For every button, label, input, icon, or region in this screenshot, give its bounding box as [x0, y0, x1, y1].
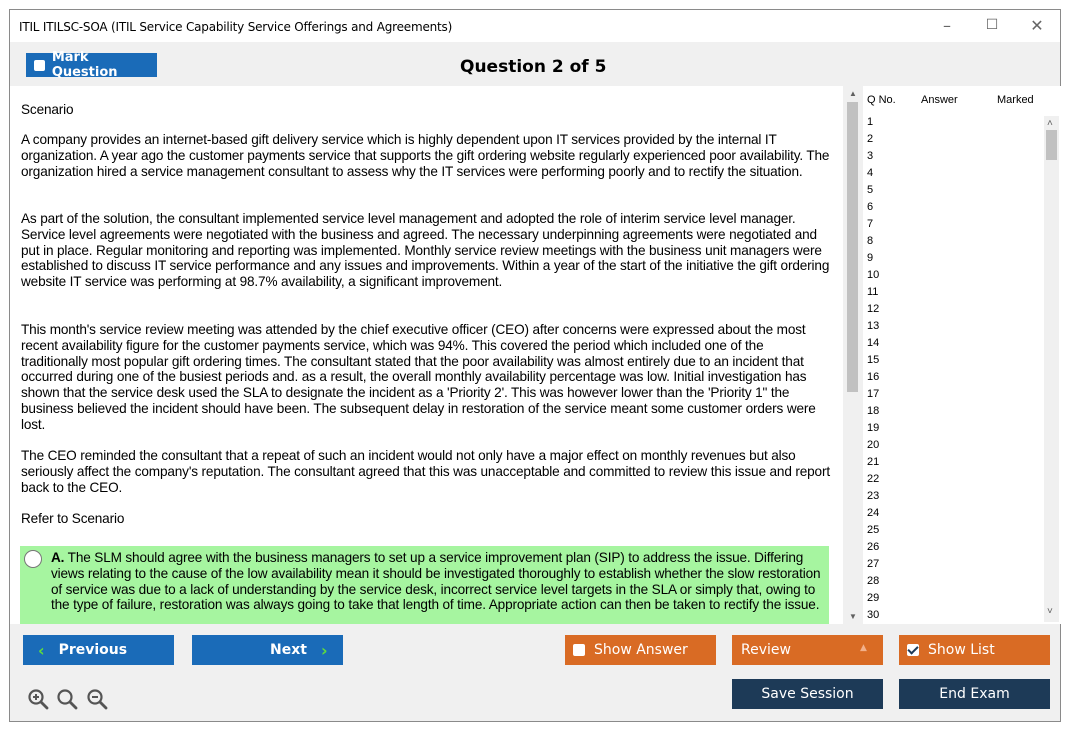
- answer-a-radio[interactable]: [24, 550, 42, 568]
- zoom-out-icon[interactable]: [86, 688, 108, 710]
- question-header: [10, 42, 1060, 86]
- next-label: Next: [270, 642, 307, 658]
- checkbox-icon: [34, 60, 45, 71]
- show-list-checkbox[interactable]: [907, 644, 919, 656]
- refer-text: Refer to Scenario: [21, 511, 125, 526]
- qlist-row[interactable]: 14: [867, 337, 880, 349]
- end-exam-label: End Exam: [939, 686, 1010, 702]
- content-scrollbar[interactable]: [845, 86, 860, 624]
- previous-button[interactable]: [23, 635, 174, 665]
- zoom-in-icon[interactable]: [27, 688, 49, 710]
- qlist-header-qno: Q No.: [867, 94, 896, 106]
- answer-option-a[interactable]: [20, 546, 829, 624]
- qlist-row[interactable]: 22: [867, 473, 880, 485]
- qlist-row[interactable]: 16: [867, 371, 880, 383]
- dropdown-arrow-icon: ▲: [860, 643, 867, 653]
- show-answer-button[interactable]: [565, 635, 716, 665]
- save-session-button[interactable]: [732, 679, 883, 709]
- scenario-paragraph-2: As part of the solution, the consultant implemented service level management and adopted the role of interim service level manager. Service level agreements were negotiated with the business and agreed. The necessary underpinning agreements were negotiated and put in place. Regular monitoring and reporting was implemented. Monthly service review meetings with the business unit managers were established to discuss IT service performance and any issues and improvements. Within a year of the start of the initiative the gift ordering website IT service was performing at 98.7% availability, a significant improvement.: [21, 211, 830, 290]
- answer-a-letter: A.: [51, 550, 65, 565]
- qlist-row[interactable]: 8: [867, 235, 874, 247]
- qlist-row[interactable]: 2: [867, 133, 874, 145]
- qlist-row[interactable]: 28: [867, 575, 880, 587]
- qlist-row[interactable]: 6: [867, 201, 874, 213]
- qlist-row[interactable]: 29: [867, 592, 880, 604]
- show-list-button[interactable]: [899, 635, 1050, 665]
- chevron-right-icon: ›: [320, 640, 328, 660]
- show-answer-checkbox[interactable]: [573, 644, 585, 656]
- next-button[interactable]: [192, 635, 343, 665]
- qlist-row[interactable]: 15: [867, 354, 880, 366]
- qlist-scrollbar[interactable]: [1044, 116, 1059, 622]
- close-icon[interactable]: ✕: [1030, 16, 1044, 35]
- qlist-row[interactable]: 1: [867, 116, 874, 128]
- content-scroll-thumb[interactable]: [847, 102, 858, 392]
- question-title: Question 2 of 5: [460, 57, 607, 77]
- question-content: [10, 86, 843, 624]
- show-answer-label: Show Answer: [594, 642, 688, 658]
- qlist-row[interactable]: 9: [867, 252, 874, 264]
- qlist-scroll-down-icon[interactable]: ˅: [1047, 606, 1053, 617]
- question-list: [863, 86, 1061, 624]
- qlist-row[interactable]: 3: [867, 150, 874, 162]
- zoom-reset-icon[interactable]: [56, 688, 78, 710]
- qlist-header-marked: Marked: [997, 94, 1034, 106]
- qlist-row[interactable]: 20: [867, 439, 880, 451]
- qlist-row[interactable]: 17: [867, 388, 880, 400]
- qlist-row[interactable]: 27: [867, 558, 880, 570]
- title-bar: [10, 10, 1060, 42]
- answer-a-text: [51, 550, 826, 613]
- qlist-row[interactable]: 10: [867, 269, 880, 281]
- qlist-row[interactable]: 30: [867, 609, 880, 621]
- window-title: ITIL ITILSC-SOA (ITIL Service Capability Service Offerings and Agreements): [19, 20, 453, 34]
- review-dropdown[interactable]: [732, 635, 883, 665]
- scroll-up-icon[interactable]: ▲: [849, 89, 857, 98]
- chevron-left-icon: ‹: [38, 640, 45, 660]
- qlist-row[interactable]: 19: [867, 422, 880, 434]
- qlist-scroll-thumb[interactable]: [1046, 130, 1057, 160]
- end-exam-button[interactable]: [899, 679, 1050, 709]
- maximize-icon[interactable]: ☐: [985, 17, 999, 33]
- save-session-label: Save Session: [761, 686, 854, 702]
- previous-label: Previous: [58, 642, 128, 658]
- review-label: Review: [741, 642, 791, 658]
- mark-question-label: Mark Question: [51, 50, 118, 80]
- scenario-paragraph-4: The CEO reminded the consultant that a repeat of such an incident would not only have a major effect on monthly revenues but also seriously affect the company's reputation. The consultant agreed that this was unacceptable and committed to review this issue and report back to the CEO.: [21, 448, 830, 495]
- answer-a-body: The SLM should agree with the business managers to set up a service improvement plan (SIP) to address the issue. Differing views relating to the cause of the low availability mean it should be investigated thoroughly to establish whether the slow restoration of service was due to a lack of understanding by the service desk, incorrect service level targets in the SLA or simply that, owing to the type of failure, restoration was always going to take that length of time. Appropriate action can then be taken to rectify the issue.: [51, 550, 821, 613]
- qlist-row[interactable]: 7: [867, 218, 874, 230]
- scenario-heading: Scenario: [21, 102, 74, 117]
- scenario-paragraph-3: This month's service review meeting was attended by the chief executive officer (CEO) after concerns were expressed about the most recent availability figure for the customer payments service, which was 94%. This covered the period which included one of the traditionally most popular gift ordering times. The consultant stated that the poor availability was almost entirely due to an incident that occurred during one of the busiest periods and. as a result, the overall monthly availability percentage was low. Initial investigation has shown that the service desk used the SLA to designate the incident as a 'Priority 2'. This was however lower than the 'Priority 1" the business believed the incident should have been. The subsequent delay in restoration of the service meant some customer orders were lost.: [21, 322, 816, 432]
- qlist-row[interactable]: 21: [867, 456, 880, 468]
- qlist-row[interactable]: 23: [867, 490, 880, 502]
- qlist-row[interactable]: 24: [867, 507, 880, 519]
- qlist-row[interactable]: 4: [867, 167, 874, 179]
- qlist-row[interactable]: 11: [867, 286, 879, 298]
- scroll-down-icon[interactable]: ▼: [849, 612, 857, 621]
- mark-question-button[interactable]: [26, 50, 157, 80]
- qlist-row[interactable]: 12: [867, 303, 880, 315]
- qlist-row[interactable]: 13: [867, 320, 880, 332]
- minimize-icon[interactable]: –: [943, 16, 951, 35]
- qlist-scroll-up-icon[interactable]: ˄: [1047, 118, 1053, 129]
- qlist-row[interactable]: 18: [867, 405, 880, 417]
- app-window: [9, 9, 1061, 722]
- show-list-label: Show List: [928, 642, 995, 658]
- scenario-paragraph-1: A company provides an internet-based gift delivery service which is highly dependent upon IT services provided by the internal IT organization. A year ago the customer payments service that supports the gift ordering website regularly experienced poor availability. The organization hired a service management consultant to assess why the IT services were performing poorly and to rectify the situation.: [21, 132, 830, 179]
- qlist-row[interactable]: 25: [867, 524, 880, 536]
- qlist-row[interactable]: 5: [867, 184, 874, 196]
- qlist-row[interactable]: 26: [867, 541, 880, 553]
- qlist-header-answer: Answer: [921, 94, 958, 106]
